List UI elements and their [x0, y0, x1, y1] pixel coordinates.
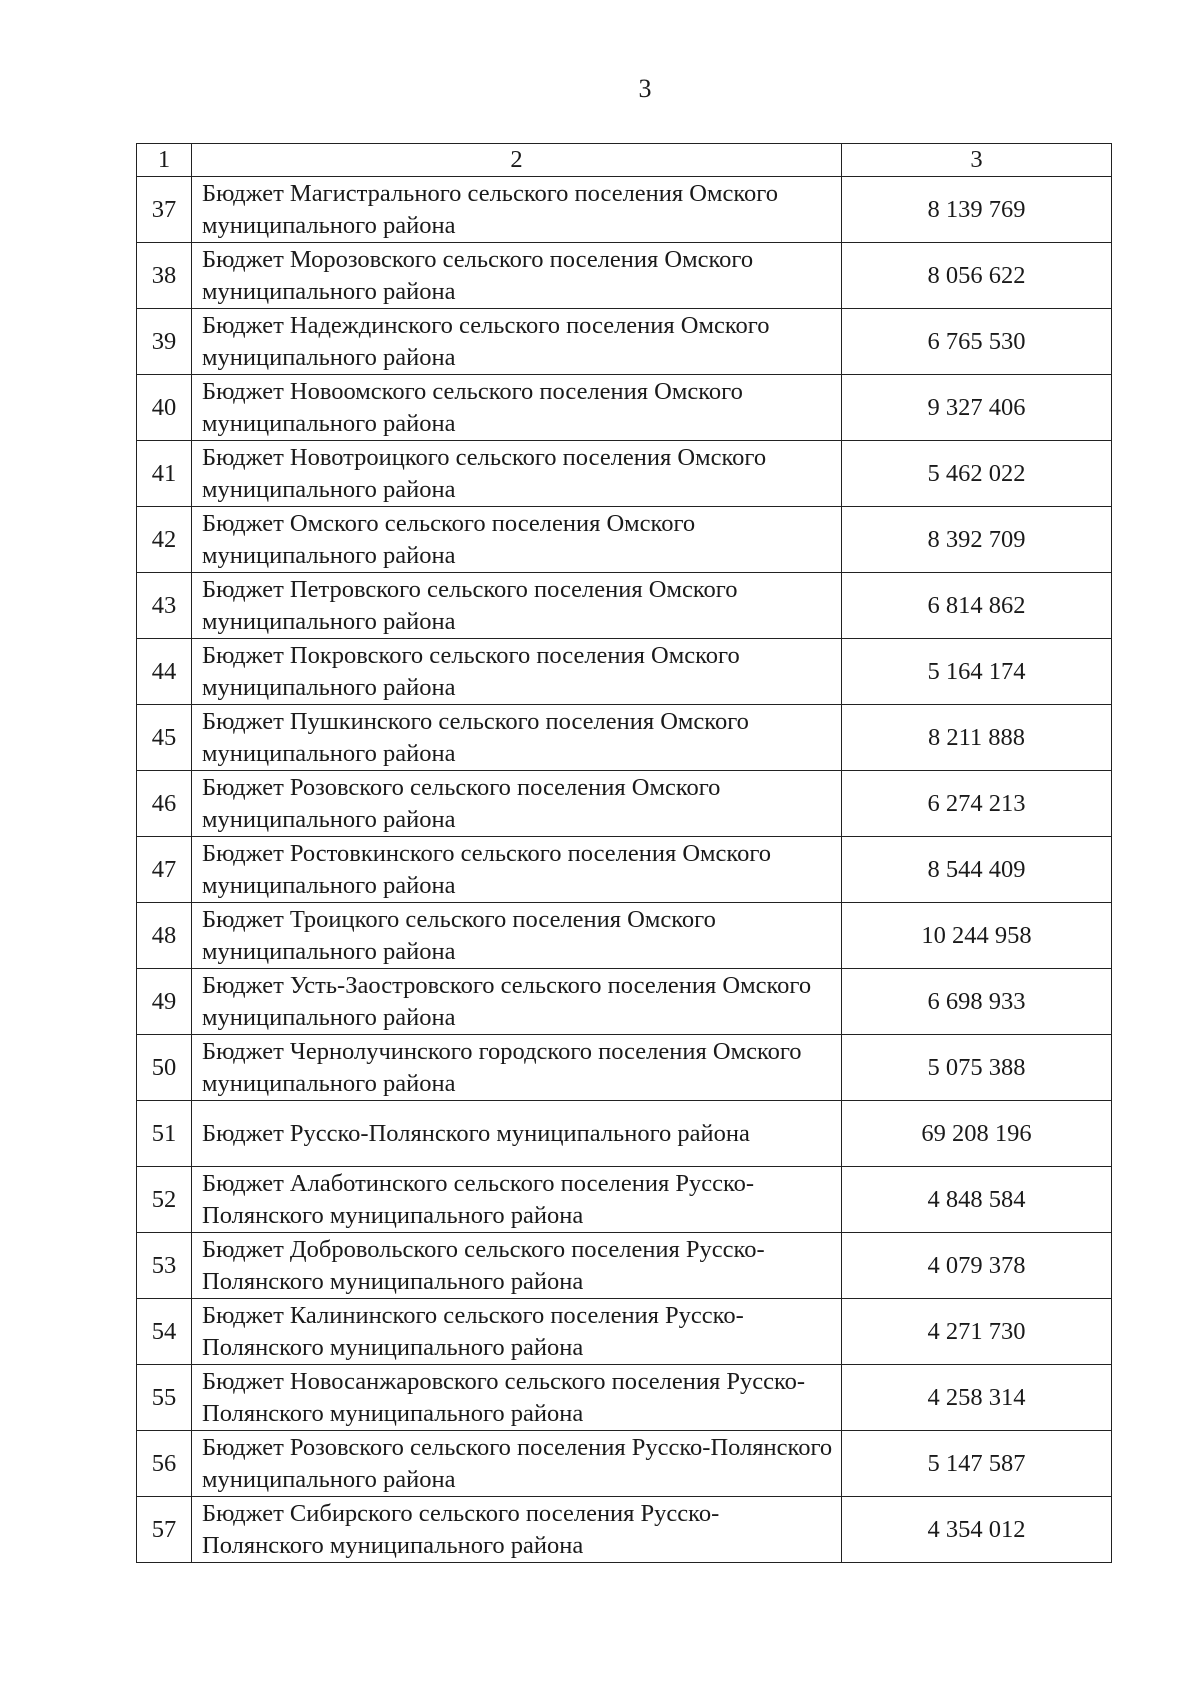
budget-name: Бюджет Магистрального сельского поселения Омского муниципального района [192, 177, 842, 243]
row-number: 57 [137, 1497, 192, 1563]
row-number: 51 [137, 1101, 192, 1167]
budget-amount: 6 765 530 [842, 309, 1112, 375]
budget-amount: 4 271 730 [842, 1299, 1112, 1365]
budget-amount: 69 208 196 [842, 1101, 1112, 1167]
budget-name: Бюджет Усть-Заостровского сельского поселения Омского муниципального района [192, 969, 842, 1035]
table-row [137, 771, 1112, 837]
row-number: 40 [137, 375, 192, 441]
row-number: 55 [137, 1365, 192, 1431]
budget-amount: 10 244 958 [842, 903, 1112, 969]
budget-amount: 6 814 862 [842, 573, 1112, 639]
row-number: 43 [137, 573, 192, 639]
budget-amount: 5 462 022 [842, 441, 1112, 507]
table-row [137, 837, 1112, 903]
table-row [137, 1101, 1112, 1167]
row-number: 47 [137, 837, 192, 903]
page-number: 3 [638, 74, 652, 103]
row-number: 54 [137, 1299, 192, 1365]
budget-amount: 8 139 769 [842, 177, 1112, 243]
table-row [137, 1365, 1112, 1431]
row-number: 48 [137, 903, 192, 969]
budget-name: Бюджет Омского сельского поселения Омского муниципального района [192, 507, 842, 573]
header-col-2: 2 [192, 144, 842, 177]
budget-name: Бюджет Новотроицкого сельского поселения Омского муниципального района [192, 441, 842, 507]
budget-name: Бюджет Новоомского сельского поселения Омского муниципального района [192, 375, 842, 441]
row-number: 50 [137, 1035, 192, 1101]
row-number: 45 [137, 705, 192, 771]
budget-amount: 8 211 888 [842, 705, 1112, 771]
table-row [137, 969, 1112, 1035]
row-number: 42 [137, 507, 192, 573]
header-col-3: 3 [842, 144, 1112, 177]
table-row [137, 375, 1112, 441]
budget-name: Бюджет Пушкинского сельского поселения Омского муниципального района [192, 705, 842, 771]
table-row [137, 903, 1112, 969]
table-row [137, 1233, 1112, 1299]
budget-name: Бюджет Чернолучинского городского поселения Омского муниципального района [192, 1035, 842, 1101]
budget-name: Бюджет Алаботинского сельского поселения Русско-Полянского муниципального района [192, 1167, 842, 1233]
row-number: 46 [137, 771, 192, 837]
table-row [137, 177, 1112, 243]
budget-name: Бюджет Морозовского сельского поселения Омского муниципального района [192, 243, 842, 309]
budget-name: Бюджет Троицкого сельского поселения Омского муниципального района [192, 903, 842, 969]
row-number: 56 [137, 1431, 192, 1497]
budget-amount: 6 698 933 [842, 969, 1112, 1035]
budget-name: Бюджет Новосанжаровского сельского поселения Русско-Полянского муниципального района [192, 1365, 842, 1431]
row-number: 38 [137, 243, 192, 309]
budget-amount: 5 147 587 [842, 1431, 1112, 1497]
budget-name: Бюджет Добровольского сельского поселения Русско-Полянского муниципального района [192, 1233, 842, 1299]
budget-amount: 8 392 709 [842, 507, 1112, 573]
table-row [137, 1431, 1112, 1497]
budget-amount: 8 544 409 [842, 837, 1112, 903]
budget-amount: 4 354 012 [842, 1497, 1112, 1563]
table-row [137, 309, 1112, 375]
budget-name: Бюджет Калининского сельского поселения Русско-Полянского муниципального района [192, 1299, 842, 1365]
row-number: 52 [137, 1167, 192, 1233]
budget-name: Бюджет Петровского сельского поселения Омского муниципального района [192, 573, 842, 639]
budget-amount: 8 056 622 [842, 243, 1112, 309]
budget-name: Бюджет Розовского сельского поселения Омского муниципального района [192, 771, 842, 837]
budget-amount: 4 258 314 [842, 1365, 1112, 1431]
table-row [137, 1035, 1112, 1101]
budget-name: Бюджет Розовского сельского поселения Русско-Полянского муниципального района [192, 1431, 842, 1497]
budget-name: Бюджет Сибирского сельского поселения Русско-Полянского муниципального района [192, 1497, 842, 1563]
budget-amount: 6 274 213 [842, 771, 1112, 837]
budget-name: Бюджет Покровского сельского поселения Омского муниципального района [192, 639, 842, 705]
budget-amount: 4 079 378 [842, 1233, 1112, 1299]
budget-name: Бюджет Русско-Полянского муниципального района [192, 1101, 842, 1167]
table-row [137, 441, 1112, 507]
budget-table [136, 143, 1112, 1563]
table-row [137, 507, 1112, 573]
row-number: 53 [137, 1233, 192, 1299]
row-number: 37 [137, 177, 192, 243]
budget-amount: 9 327 406 [842, 375, 1112, 441]
table-row [137, 243, 1112, 309]
row-number: 41 [137, 441, 192, 507]
budget-amount: 4 848 584 [842, 1167, 1112, 1233]
table-header-row [137, 144, 1112, 177]
budget-name: Бюджет Ростовкинского сельского поселения Омского муниципального района [192, 837, 842, 903]
row-number: 39 [137, 309, 192, 375]
table-row [137, 705, 1112, 771]
table-row [137, 639, 1112, 705]
table-row [137, 573, 1112, 639]
budget-amount: 5 164 174 [842, 639, 1112, 705]
table-row [137, 1167, 1112, 1233]
row-number: 49 [137, 969, 192, 1035]
row-number: 44 [137, 639, 192, 705]
budget-name: Бюджет Надеждинского сельского поселения Омского муниципального района [192, 309, 842, 375]
header-col-1: 1 [137, 144, 192, 177]
table-row [137, 1299, 1112, 1365]
budget-amount: 5 075 388 [842, 1035, 1112, 1101]
table-row [137, 1497, 1112, 1563]
